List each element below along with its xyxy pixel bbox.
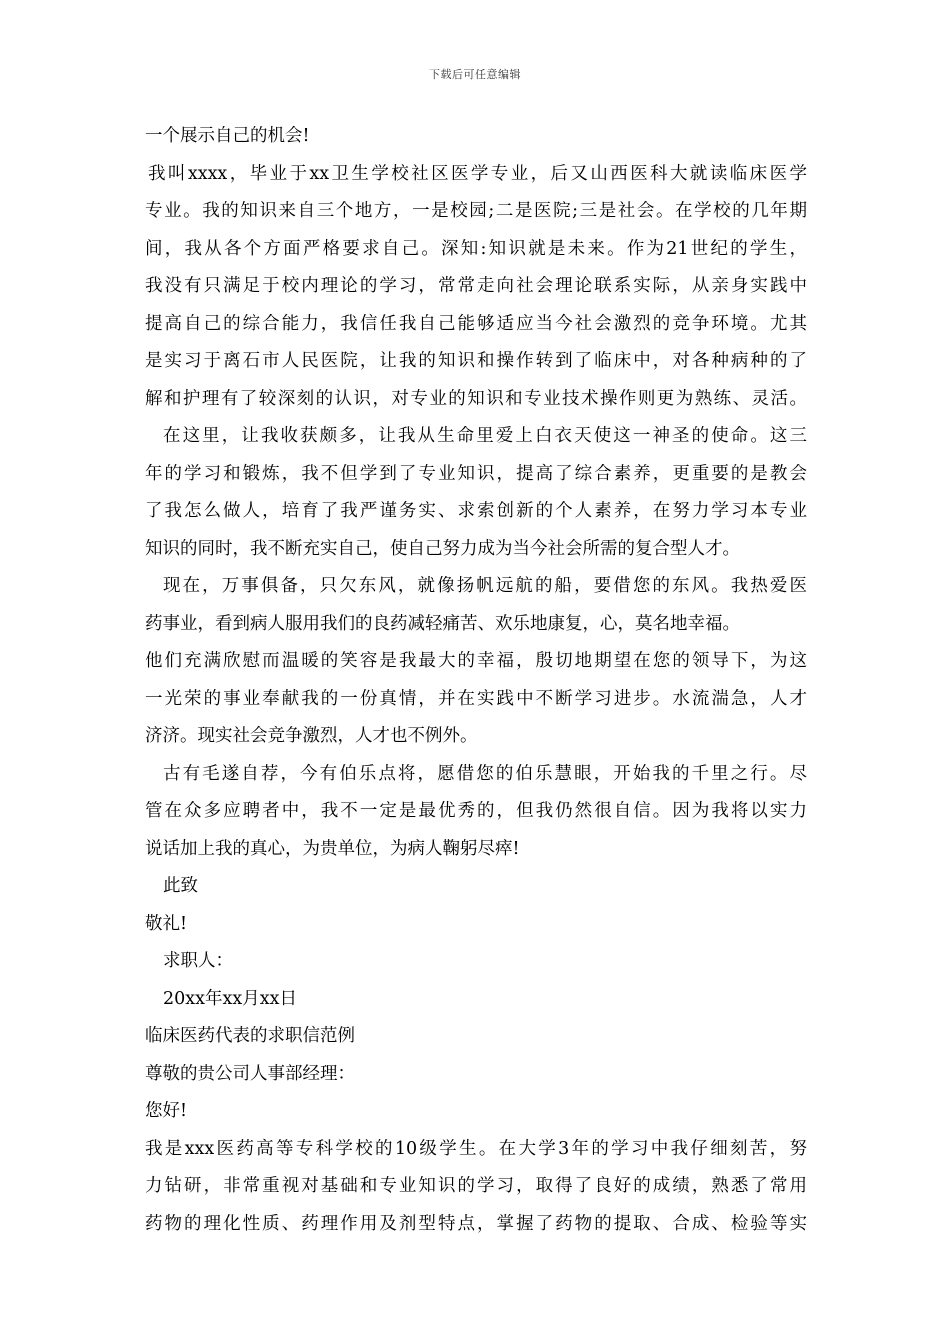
text-line: 了我怎么做人，培育了我严谨务实、求索创新的个人素养，在努力学习本专业: [145, 501, 807, 521]
text-line: 我没有只满足于校内理论的学习，常常走向社会理论联系实际，从亲身实践中: [145, 276, 807, 296]
text-line: 专业。我的知识来自三个地方，一是校园;二是医院;三是社会。在学校的几年期: [145, 201, 807, 221]
text-line: 管在众多应聘者中，我不一定是最优秀的，但我仍然很自信。因为我将以实力: [145, 801, 807, 821]
text-line: 在这里，让我收获颇多，让我从生命里爱上白衣天使这一神圣的使命。这三: [163, 426, 807, 446]
text-line: 知识的同时，我不断充实自己，使自己努力成为当今社会所需的复合型人才。: [145, 538, 740, 559]
text-line: 我叫xxxx，毕业于xx卫生学校社区医学专业，后又山西医科大就读临床医学: [148, 163, 807, 184]
text-line: 20xx年xx月xx日: [163, 988, 297, 1009]
text-line: 他们充满欣慰而温暖的笑容是我最大的幸福，殷切地期望在您的领导下，为这: [145, 651, 807, 671]
text-line: 济济。现实社会竞争激烈，人才也不例外。: [145, 726, 478, 746]
text-line: 是实习于离石市人民医院，让我的知识和操作转到了临床中，对各种病种的了: [145, 351, 807, 371]
text-line: 药事业，看到病人服用我们的良药减轻痛苦、欢乐地康复，心，莫名地幸福。: [145, 613, 740, 634]
text-line: 一光荣的事业奉献我的一份真情，并在实践中不断学习进步。水流湍急，人才: [145, 688, 807, 709]
text-line: 临床医药代表的求职信范例: [145, 1026, 355, 1046]
text-line: 药物的理化性质、药理作用及剂型特点，掌握了药物的提取、合成、检验等实: [145, 1213, 807, 1234]
text-line: 我是xxx医药高等专科学校的10级学生。在大学3年的学习中我仔细刻苦，努: [145, 1138, 807, 1159]
text-line: 古有毛遂自荐，今有伯乐点将，愿借您的伯乐慧眼，开始我的千里之行。尽: [163, 763, 807, 784]
text-line: 敬礼!: [145, 913, 188, 934]
text-line: 说话加上我的真心，为贵单位，为病人鞠躬尽瘁!: [145, 838, 520, 859]
text-line: 年的学习和锻炼，我不但学到了专业知识，提高了综合素养，更重要的是教会: [145, 463, 807, 484]
document-body: [145, 118, 807, 1243]
text-line: 此致: [163, 876, 198, 896]
text-line: 尊敬的贵公司人事部经理：: [145, 1063, 355, 1084]
text-line: 现在，万事俱备，只欠东风，就像扬帆远航的船，要借您的东风。我热爱医: [163, 576, 807, 596]
text-line: 一个展示自己的机会!: [145, 126, 310, 146]
text-line: 您好!: [145, 1101, 188, 1121]
text-line: 提高自己的综合能力，我信任我自己能够适应当今社会激烈的竞争环境。尤其: [145, 313, 807, 334]
text-line: 解和护理有了较深刻的认识，对专业的知识和专业技术操作则更为熟练、灵活。: [145, 388, 807, 409]
page-header-note: 下载后可任意编辑: [429, 68, 521, 81]
text-line: 力钻研，非常重视对基础和专业知识的学习，取得了良好的成绩，熟悉了常用: [145, 1176, 807, 1196]
text-line: 求职人：: [163, 951, 233, 971]
text-line: 间，我从各个方面严格要求自己。深知:知识就是未来。作为21世纪的学生，: [145, 238, 807, 259]
